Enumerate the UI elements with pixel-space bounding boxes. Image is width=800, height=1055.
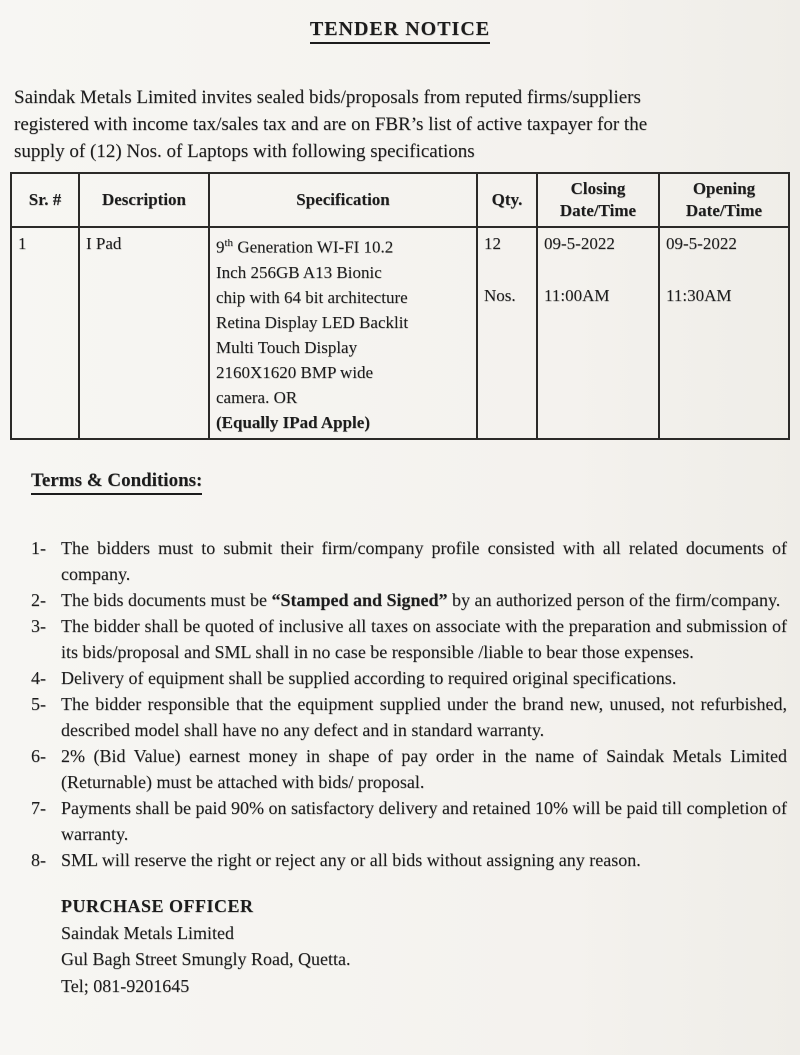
spec-line-4: Retina Display LED Backlit	[216, 312, 409, 332]
company-name: Saindak Metals Limited	[61, 922, 234, 943]
company-address: Gul Bagh Street Smungly Road, Quetta.	[61, 949, 351, 970]
header-qty: Qty.	[477, 173, 537, 227]
spec-line-7: camera. OR	[216, 387, 298, 407]
qty-value: 12	[484, 234, 501, 253]
term-item-8	[31, 847, 787, 873]
term-text: The bidders must to submit their firm/company profile consisted with all related documents of company.	[61, 537, 787, 584]
term-number: 3-	[31, 615, 46, 636]
sr-cell: 1	[11, 227, 79, 439]
intro-line-3: supply of (12) Nos. of Laptops with following specifications	[14, 141, 475, 162]
header-description: Description	[79, 173, 209, 227]
intro-paragraph	[14, 84, 786, 165]
term-item-5	[31, 691, 787, 743]
term-number: 5-	[31, 693, 46, 714]
term-text: The bidder shall be quoted of inclusive all taxes on associate with the preparation and submission of its bids/proposal and SML shall in no case be responsible /liable to bear those expenses.	[61, 615, 787, 662]
intro-line-1: Saindak Metals Limited invites sealed bids/proposals from reputed firms/suppliers	[14, 87, 641, 108]
header-sr: Sr. #	[11, 173, 79, 227]
term-item-7	[31, 795, 787, 847]
opening-date: 09-5-2022	[666, 234, 737, 253]
title-container	[14, 18, 786, 44]
term-number: 2-	[31, 589, 46, 610]
spec-line-2: Inch 256GB A13 Bionic	[216, 262, 382, 282]
term-number: 7-	[31, 797, 46, 818]
term-number: 4-	[31, 667, 46, 688]
term-item-2	[31, 587, 787, 613]
terms-heading: Terms & Conditions:	[31, 470, 202, 495]
term-item-4	[31, 665, 787, 691]
signature-block	[61, 893, 786, 1000]
description-cell: I Pad	[79, 227, 209, 439]
term-text: Delivery of equipment shall be supplied according to required original specifications.	[61, 667, 677, 688]
purchase-officer-title: PURCHASE OFFICER	[61, 895, 254, 916]
telephone: Tel; 081-9201645	[61, 975, 190, 996]
spec-line-6: 2160X1620 BMP wide	[216, 362, 374, 382]
qty-unit: Nos.	[484, 286, 516, 305]
header-specification: Specification	[209, 173, 477, 227]
specification-cell	[209, 227, 477, 439]
term-item-1	[31, 535, 787, 587]
term-item-3	[31, 613, 787, 665]
closing-time: 11:00AM	[544, 286, 610, 305]
spec-line-3: chip with 64 bit architecture	[216, 287, 408, 307]
term-text: The bids documents must be “Stamped and Signed” by an authorized person of the firm/company.	[61, 589, 781, 610]
header-closing: Closing Date/Time	[537, 173, 659, 227]
table-header-row	[11, 173, 789, 227]
terms-heading-container	[31, 470, 786, 495]
document-title: TENDER NOTICE	[310, 18, 490, 44]
spec-line-5: Multi Touch Display	[216, 337, 358, 357]
term-text: SML will reserve the right or reject any or all bids without assigning any reason.	[61, 849, 641, 870]
term-number: 6-	[31, 745, 46, 766]
term-text: 2% (Bid Value) earnest money in shape of pay order in the name of Saindak Metals Limited (Returnable) must be attached with bids/ proposal.	[61, 745, 787, 792]
term-number: 1-	[31, 537, 46, 558]
term-number: 8-	[31, 849, 46, 870]
term-bold-phrase: “Stamped and Signed”	[271, 589, 448, 610]
term-text: Payments shall be paid 90% on satisfactory delivery and retained 10% will be paid till completion of warranty.	[61, 797, 787, 844]
qty-cell	[477, 227, 537, 439]
specification-table	[10, 172, 790, 440]
opening-time: 11:30AM	[666, 286, 732, 305]
spec-bold-line: (Equally IPad Apple)	[216, 412, 370, 432]
terms-list	[14, 535, 786, 873]
term-text: The bidder responsible that the equipment supplied under the brand new, unused, not refurbished, described model shall have no any defect and in standard warranty.	[61, 693, 787, 740]
closing-cell	[537, 227, 659, 439]
term-item-6	[31, 743, 787, 795]
spec-line-1: 9th Generation WI-FI 10.2	[216, 237, 394, 257]
intro-line-2: registered with income tax/sales tax and are on FBR’s list of active taxpayer for the	[14, 114, 648, 135]
table-row	[11, 227, 789, 439]
closing-date: 09-5-2022	[544, 234, 615, 253]
opening-cell	[659, 227, 789, 439]
header-opening: Opening Date/Time	[659, 173, 789, 227]
